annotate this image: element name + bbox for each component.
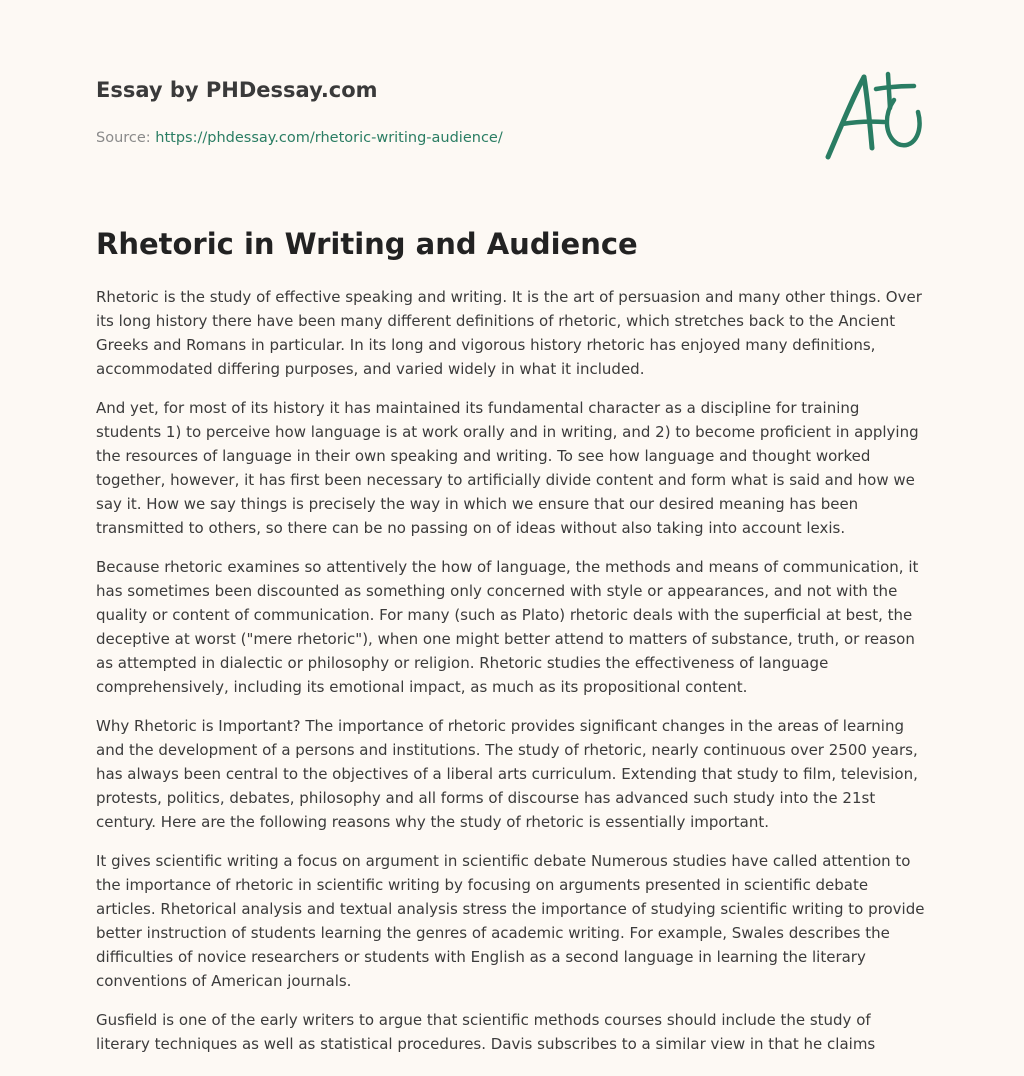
essay-paragraph: Because rhetoric examines so attentively the how of language, the methods and means of communication, it has sometimes been discounted as something only concerned with style or appearances, and not with the quality or content of communication. For many (such as Plato) rhetoric deals with the superficial at best, the deceptive at worst ("mere rhetoric"), when one might better attend to matters of substance, truth, or reason as attempted in dialectic or philosophy or religion. Rhetoric studies the effectiveness of language comprehensively, including its emotional impact, as much as its propositional content. [96, 558, 919, 696]
essay-paragraph: It gives scientific writing a focus on argument in scientific debate Numerous studies have called attention to the importance of rhetoric in scientific writing by focusing on arguments presented in scientific debate articles. Rhetorical analysis and textual analysis stress the importance of studying scientific writing to provide better instruction of students learning the genres of academic writing. For example, Swales describes the difficulties of novice researchers or students with English as a second language in learning the literary conventions of American journals. [96, 852, 925, 990]
essay-title: Rhetoric in Writing and Audience [96, 227, 638, 261]
a-plus-grade-icon [820, 64, 928, 164]
essay-paragraph: Rhetoric is the study of effective speaking and writing. It is the art of persuasion and many other things. Over its long history there have been many different definitions of rhetoric, which stretches back to the Ancient Greeks and Romans in particular. In its long and vigorous history rhetoric has enjoyed many definitions, accommodated differing purposes, and varied widely in what it included. [96, 288, 922, 378]
essay-body [96, 285, 928, 1071]
essay-paragraph: And yet, for most of its history it has maintained its fundamental character as a discipline for training students 1) to perceive how language is at work orally and in writing, and 2) to become proficient in applying the resources of language in their own speaking and writing. To see how language and thought worked together, however, it has first been necessary to artificially divide content and form what is said and how we say it. How we say things is precisely the way in which we ensure that our desired meaning has been transmitted to others, so there can be no passing on of ideas without also taking into account lexis. [96, 399, 919, 537]
essay-paragraph: Gusfield is one of the early writers to argue that scientific methods courses should include the study of literary techniques as well as statistical procedures. Davis subscribes to a similar view in that he claims [96, 1011, 876, 1053]
source-link[interactable]: https://phdessay.com/rhetoric-writing-audience/ [155, 130, 503, 146]
essay-paragraph: Why Rhetoric is Important? The importance of rhetoric provides significant changes in the areas of learning and the development of a persons and institutions. The study of rhetoric, nearly continuous over 2500 years, has always been central to the objectives of a liberal arts curriculum. Extending that study to film, television, protests, politics, debates, philosophy and all forms of discourse has advanced such study into the 21st century. Here are the following reasons why the study of rhetoric is essentially important. [96, 717, 918, 831]
essay-header [96, 74, 796, 148]
source-line [96, 128, 796, 148]
source-label: Source: [96, 130, 156, 146]
site-brand: Essay by PHDessay.com [96, 78, 378, 102]
